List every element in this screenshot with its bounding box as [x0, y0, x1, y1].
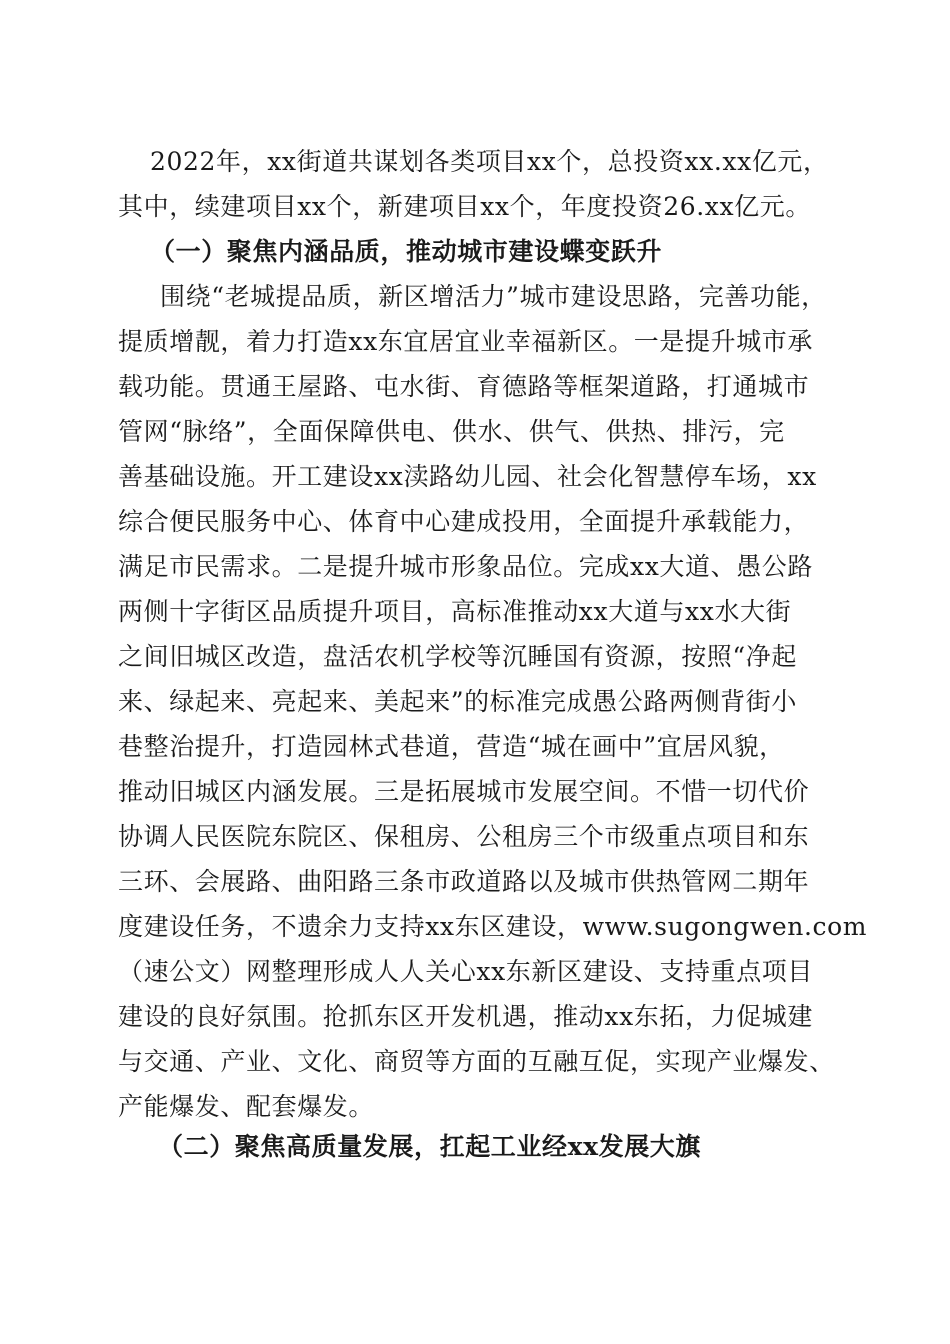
section-1-line-11: 巷整治提升，打造园林式巷道，营造“城在画中”宜居风貌，: [118, 732, 785, 761]
section-1-heading: （一）聚焦内涵品质，推动城市建设蝶变跃升: [150, 237, 663, 266]
section-1-line-15: 度建设任务，不遗余力支持xx东区建设，www.sugongwen.com: [118, 912, 868, 941]
section-1-line-14: 三环、会展路、曲阳路三条市政道路以及城市供热管网二期年: [118, 867, 810, 896]
section-1-line-17: 建设的良好氛围。抢抓东区开发机遇，推动xx东拓，力促城建: [118, 1002, 814, 1031]
section-1-line-1: 围绕“老城提品质，新区增活力”城市建设思路，完善功能，: [160, 282, 827, 311]
section-1-line-2: 提质增靓，着力打造xx东宜居宜业幸福新区。一是提升城市承: [118, 327, 814, 356]
section-1-line-13: 协调人民医院东院区、保租房、公租房三个市级重点项目和东: [118, 822, 810, 851]
section-1-line-7: 满足市民需求。二是提升城市形象品位。完成xx大道、愚公路: [118, 552, 814, 581]
section-1-line-16: （速公文）网整理形成人人关心xx东新区建设、支持重点项目: [118, 957, 814, 986]
section-1-line-10: 来、绿起来、亮起来、美起来”的标准完成愚公路两侧背街小: [118, 687, 797, 716]
intro-line-2: 其中，续建项目xx个，新建项目xx个，年度投资26.xx亿元。: [118, 192, 811, 221]
intro-line-1: 2022年，xx街道共谋划各类项目xx个，总投资xx.xx亿元，: [150, 147, 829, 176]
section-1-line-19: 产能爆发、配套爆发。: [118, 1092, 375, 1121]
section-2-heading: （二）聚焦高质量发展，扛起工业经xx发展大旗: [158, 1132, 702, 1161]
section-1-line-5: 善基础设施。开工建设xx渎路幼儿园、社会化智慧停车场，xx: [118, 462, 817, 491]
section-1-line-6: 综合便民服务中心、体育中心建成投用，全面提升承载能力，: [118, 507, 810, 536]
section-1-line-12: 推动旧城区内涵发展。三是拓展城市发展空间。不惜一切代价: [118, 777, 810, 806]
section-1-line-18: 与交通、产业、文化、商贸等方面的互融互促，实现产业爆发、: [118, 1047, 835, 1076]
section-1-line-9: 之间旧城区改造，盘活农机学校等沉睡国有资源，按照“净起: [118, 642, 797, 671]
section-1-line-4: 管网“脉络”，全面保障供电、供水、供气、供热、排污，完: [118, 417, 785, 446]
section-1-line-8: 两侧十字街区品质提升项目，高标准推动xx大道与xx水大街: [118, 597, 792, 626]
section-1-line-3: 载功能。贯通王屋路、屯水街、育德路等框架道路，打通城市: [118, 372, 810, 401]
